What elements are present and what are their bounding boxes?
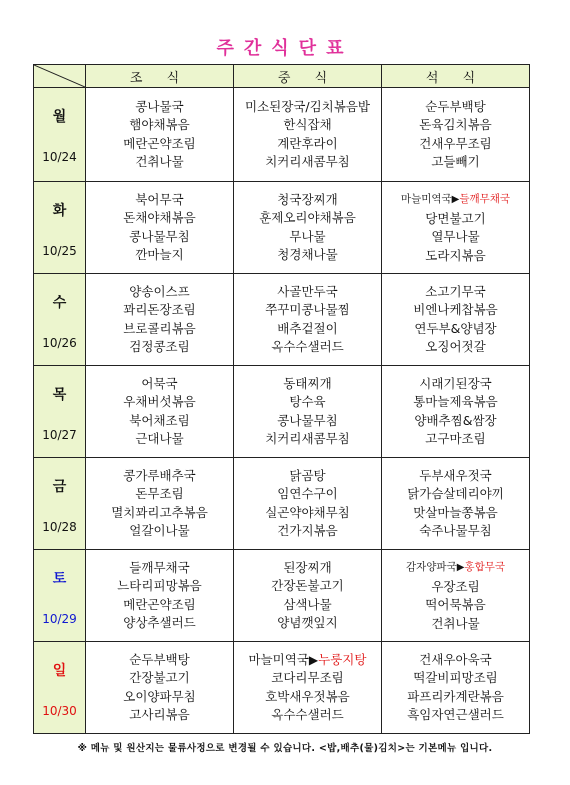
menu-item: 흑임자연근샐러드: [407, 707, 504, 722]
day-row: [34, 182, 530, 274]
day-date: 10/24: [42, 150, 77, 164]
day-cell: [34, 274, 86, 366]
day-row: [34, 88, 530, 182]
arrow-right-icon: ▶: [451, 194, 460, 205]
meal-cell-lunch: [234, 182, 382, 274]
menu-item-alternative: [234, 651, 381, 670]
meal-cell-breakfast: [86, 366, 234, 458]
menu-item: 파프리카계란볶음: [407, 688, 504, 704]
menu-item: 간장불고기: [129, 670, 190, 685]
day-cell: [34, 458, 86, 550]
day-date: 10/29: [42, 612, 77, 626]
menu-item: 닭곰탕: [289, 467, 326, 483]
menu-item: 콩나물국: [135, 98, 184, 114]
menu-item: 호박새우젓볶음: [265, 688, 350, 704]
menu-item: 소고기무국: [425, 283, 486, 299]
menu-item: 통마늘제육볶음: [413, 394, 498, 409]
menu-item: 우채버섯볶음: [123, 394, 196, 409]
menu-item: 옥수수샐러드: [271, 339, 344, 354]
menu-item-option-highlight: 들깨무채국: [459, 193, 511, 205]
menu-item: 훈제오리야채볶음: [259, 210, 356, 225]
menu-item: 건새우무조림: [419, 135, 492, 151]
menu-item: 고사리볶음: [129, 707, 190, 722]
menu-item: 어묵국: [141, 375, 178, 391]
meal-cell-breakfast: [86, 88, 234, 182]
menu-item: 맛살마늘쫑볶음: [413, 504, 498, 520]
day-cell: [34, 642, 86, 734]
day-date: 10/26: [42, 336, 77, 350]
arrow-right-icon: ▶: [456, 562, 465, 573]
menu-item: 된장찌개: [283, 559, 332, 575]
menu-item: 돈채야채볶음: [123, 210, 196, 225]
menu-item-alternative: [382, 190, 529, 210]
menu-item: 계란후라이: [277, 135, 338, 151]
meal-cell-breakfast: [86, 550, 234, 642]
day-date: 10/27: [42, 428, 77, 442]
menu-item: 떡어묵볶음: [425, 597, 486, 612]
menu-item: 돈무조림: [135, 486, 184, 501]
menu-item: 콩가루배추국: [123, 467, 196, 483]
meal-cell-dinner: [382, 550, 530, 642]
menu-item: 양배추찜&쌈장: [414, 412, 497, 428]
menu-item: 오이양파무침: [123, 688, 196, 704]
menu-item: 무나물: [289, 228, 326, 244]
day-row: [34, 550, 530, 642]
day-row: [34, 274, 530, 366]
menu-item: 당면불고기: [425, 210, 486, 226]
menu-item-option: 감자양파국: [406, 561, 457, 573]
meal-cell-breakfast: [86, 458, 234, 550]
menu-item: 고구마조림: [425, 431, 486, 446]
page-title: 주간식단표: [216, 38, 354, 59]
menu-item: 비엔나케찹볶음: [413, 302, 498, 317]
meal-cell-lunch: [234, 88, 382, 182]
weekly-menu-table: [33, 64, 530, 734]
menu-item: 고들빼기: [431, 154, 480, 169]
day-row: [34, 366, 530, 458]
menu-item: 코다리무조림: [271, 670, 344, 685]
menu-item: 건가지볶음: [277, 523, 338, 538]
meal-cell-dinner: [382, 182, 530, 274]
menu-item: 멸치꽈리고추볶음: [111, 504, 208, 520]
menu-item: 느타리피망볶음: [117, 578, 202, 593]
day-row: [34, 642, 530, 734]
menu-item: 치커리새콤무침: [265, 431, 350, 446]
menu-item: 사골만두국: [277, 283, 338, 299]
meal-cell-lunch: [234, 366, 382, 458]
menu-item: 간장돈불고기: [271, 578, 344, 593]
menu-item: 양념깻잎지: [277, 615, 338, 630]
menu-item: 건취나물: [135, 154, 184, 169]
menu-item: 근대나물: [135, 431, 184, 446]
footnote: ※ 메뉴 및 원산지는 물류사정으로 변경될 수 있습니다. <밥,배추(물)김치>는 기본메뉴 입니다.: [77, 743, 493, 754]
header-row: [34, 65, 530, 88]
menu-item: 한식잡채: [283, 117, 332, 132]
day-date: 10/28: [42, 520, 77, 534]
meal-cell-dinner: [382, 88, 530, 182]
menu-item-option: 마늘미역국: [400, 193, 452, 205]
menu-item: 청국장찌개: [277, 191, 338, 207]
menu-item: 배추겉절이: [277, 320, 338, 336]
column-header-breakfast: 조 식: [86, 65, 234, 88]
arrow-right-icon: ▶: [308, 652, 319, 667]
menu-item: 두부새우젓국: [419, 467, 492, 483]
menu-item-alternative: [382, 558, 529, 578]
menu-item: 치커리새콤무침: [265, 154, 350, 169]
day-cell: [34, 550, 86, 642]
menu-item: 꽈리돈장조림: [123, 302, 196, 317]
menu-item: 양송이스프: [129, 283, 190, 299]
menu-item: 얼갈이나물: [129, 523, 190, 538]
day-row: [34, 458, 530, 550]
menu-item: 돈육김치볶음: [419, 117, 492, 132]
menu-item: 콩나물무침: [129, 228, 190, 244]
menu-item: 깐마늘지: [135, 247, 184, 262]
meal-cell-dinner: [382, 642, 530, 734]
menu-item: 북어채조림: [129, 412, 190, 428]
meal-cell-breakfast: [86, 274, 234, 366]
menu-item: 도라지볶음: [425, 247, 486, 263]
meal-cell-lunch: [234, 274, 382, 366]
menu-item: 햄야채볶음: [129, 117, 190, 132]
menu-item: 탕수육: [289, 394, 326, 409]
menu-item: 숙주나물무침: [419, 523, 492, 538]
menu-item-option: 마늘미역국: [248, 651, 309, 667]
menu-item: 들깨무채국: [129, 559, 190, 575]
meal-cell-breakfast: [86, 182, 234, 274]
menu-item: 임연수구이: [277, 486, 338, 501]
menu-item: 동태찌개: [283, 375, 332, 391]
day-date: 10/25: [42, 244, 77, 258]
meal-cell-dinner: [382, 274, 530, 366]
day-name: 목: [52, 387, 67, 403]
meal-cell-lunch: [234, 550, 382, 642]
diagonal-line: [34, 65, 85, 87]
menu-item: 실곤약야채무침: [265, 504, 350, 520]
day-date: 10/30: [42, 704, 77, 718]
menu-item: 우장조림: [431, 578, 480, 594]
menu-item: 쭈꾸미콩나물찜: [265, 302, 350, 317]
day-name: 토: [52, 571, 67, 587]
menu-body: [34, 88, 530, 734]
day-name: 일: [52, 663, 67, 679]
day-cell: [34, 88, 86, 182]
menu-item: 연두부&양념장: [414, 320, 497, 336]
day-cell: [34, 366, 86, 458]
menu-item: 건취나물: [431, 615, 480, 631]
meal-cell-dinner: [382, 366, 530, 458]
menu-item-option-highlight: 홍합무국: [464, 561, 505, 573]
menu-item: 닭가슴살데리야끼: [407, 486, 504, 501]
menu-item: 열무나물: [431, 229, 480, 244]
day-name: 수: [52, 295, 67, 311]
meal-cell-breakfast: [86, 642, 234, 734]
menu-item: 메란곤약조림: [123, 596, 196, 612]
menu-item: 양상추샐러드: [123, 615, 196, 630]
menu-item: 오징어젓갈: [425, 339, 486, 354]
menu-item: 순두부백탕: [129, 651, 190, 667]
day-cell: [34, 182, 86, 274]
menu-item: 떡갈비피망조림: [413, 670, 498, 685]
meal-cell-dinner: [382, 458, 530, 550]
menu-item: 삼색나물: [283, 596, 332, 612]
menu-item: 시래기된장국: [419, 375, 492, 391]
menu-item: 검정콩조림: [129, 339, 190, 354]
meal-cell-lunch: [234, 642, 382, 734]
menu-item: 옥수수샐러드: [271, 707, 344, 722]
day-name: 금: [52, 479, 67, 495]
corner-cell: [34, 65, 86, 88]
menu-item: 미소된장국/김치볶음밥: [245, 98, 370, 114]
menu-item-option-highlight: 누룽지탕: [318, 651, 367, 667]
column-header-lunch: 중 식: [234, 65, 382, 88]
menu-item: 청경채나물: [277, 247, 338, 262]
day-name: 월: [52, 109, 67, 125]
menu-item: 브로콜리볶음: [123, 320, 196, 336]
day-name: 화: [52, 203, 67, 219]
meal-cell-lunch: [234, 458, 382, 550]
menu-item: 메란곤약조림: [123, 135, 196, 151]
menu-item: 콩나물무침: [277, 412, 338, 428]
menu-item: 북어무국: [135, 191, 184, 207]
menu-item: 순두부백탕: [425, 98, 486, 114]
column-header-dinner: 석 식: [382, 65, 530, 88]
menu-item: 건새우아욱국: [419, 651, 492, 667]
